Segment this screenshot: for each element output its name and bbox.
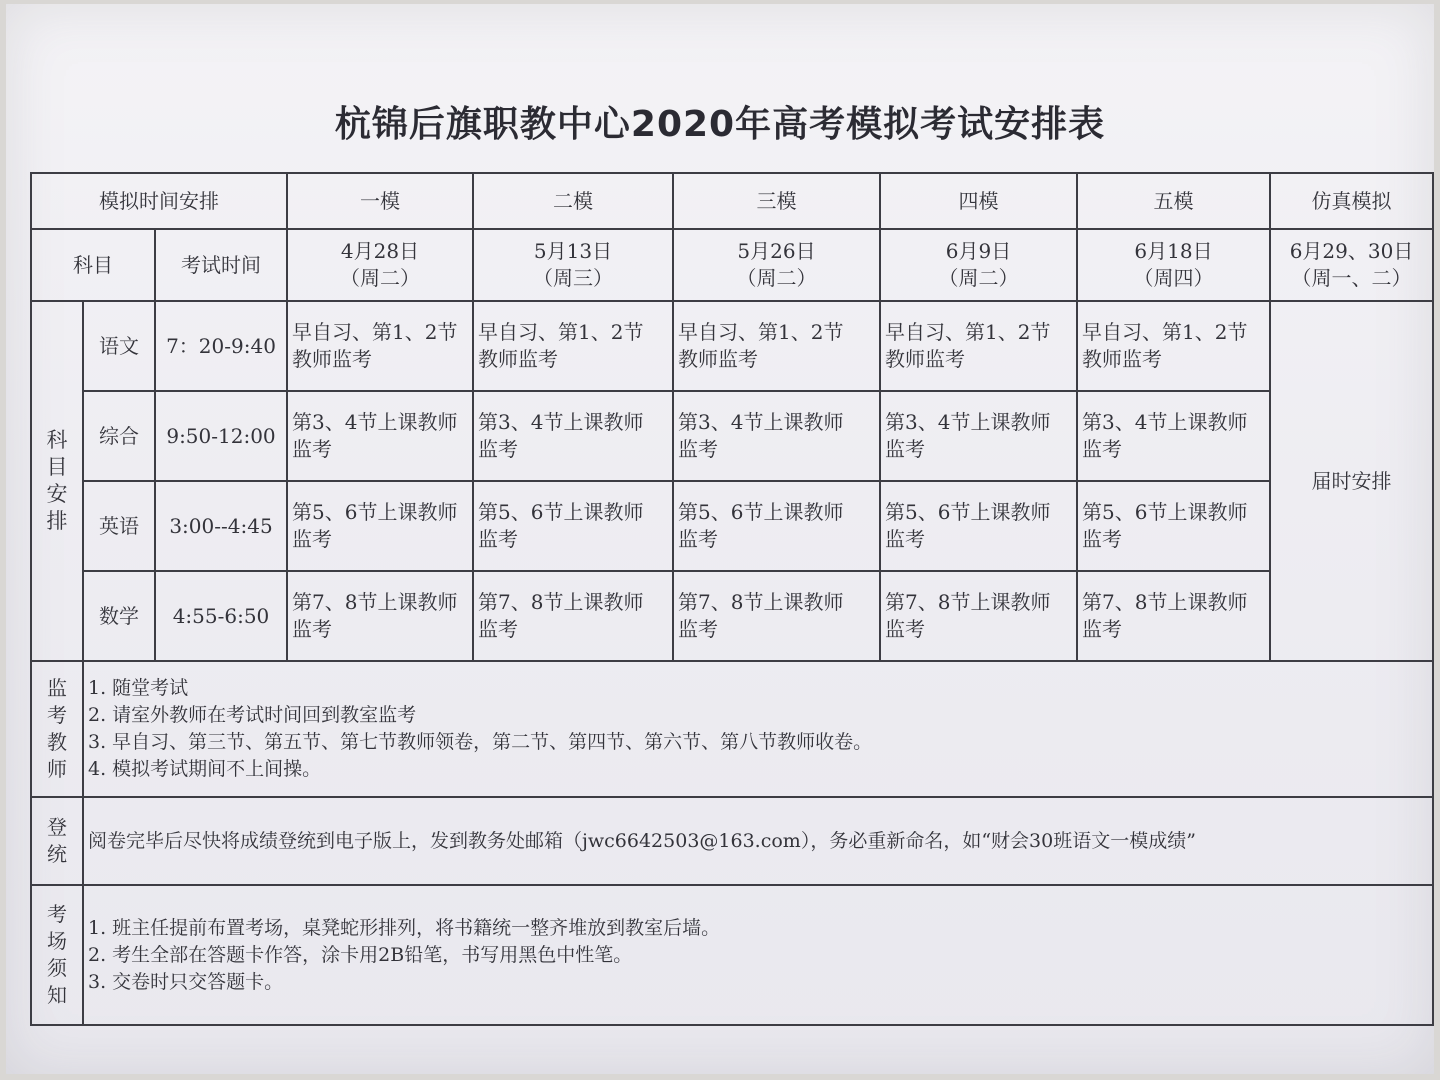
duty-line: 监考: [1082, 527, 1123, 551]
duty-line: 监考: [885, 437, 926, 461]
room-label-char: 考: [47, 902, 67, 926]
room-note-item: 1. 班主任提前布置考场，桌凳蛇形排列，将书籍统一整齐堆放到教室后墙。: [88, 916, 721, 939]
proctor-note-item: 3. 早自习、第三节、第五节、第七节教师领卷，第二节、第四节、第六节、第八节教师收卷。: [88, 731, 873, 753]
date-6: 6月29、30日: [1289, 239, 1414, 263]
date-5: 6月18日: [1134, 239, 1213, 263]
duty-line: 第5、6节上课教师: [478, 500, 644, 524]
proctor-label: [31, 661, 83, 797]
proctor-label-char: 师: [47, 757, 67, 781]
side-label-char: 安: [46, 482, 68, 506]
duty-cell: [673, 571, 880, 661]
duty-cell: [287, 571, 473, 661]
exam-2: 二模: [473, 173, 673, 229]
duty-line: 第3、4节上课教师: [678, 410, 844, 434]
weekday-1: （周二）: [340, 266, 421, 290]
subject-name: 英语: [83, 481, 155, 571]
date-cell-5: [1077, 229, 1270, 301]
duty-line: 第7、8节上课教师: [478, 590, 644, 614]
duty-line: 第7、8节上课教师: [885, 590, 1051, 614]
proctor-note-item: 1. 随堂考试: [88, 677, 189, 699]
duty-line: 早自习、第1、2节: [292, 320, 458, 344]
duty-cell: [287, 301, 473, 391]
duty-line: 监考: [1082, 617, 1123, 641]
duty-cell: [1077, 571, 1270, 661]
duty-line: 监考: [678, 527, 719, 551]
duty-cell: [880, 481, 1077, 571]
duty-line: 监考: [1082, 437, 1123, 461]
duty-line: 第7、8节上课教师: [292, 590, 458, 614]
weekday-6: （周一、二）: [1291, 266, 1412, 290]
duty-line: 监考: [292, 527, 333, 551]
paper-sheet: [6, 4, 1434, 1074]
duty-line: 第3、4节上课教师: [292, 410, 458, 434]
room-note-item: 2. 考生全部在答题卡作答，涂卡用2B铅笔，书写用黑色中性笔。: [88, 943, 633, 966]
subject-arrangement-label: [31, 301, 83, 661]
subject-row-english: [31, 481, 1433, 571]
duty-line: 监考: [478, 617, 519, 641]
duty-line: 监考: [678, 617, 719, 641]
weekday-2: （周三）: [533, 266, 614, 290]
duty-line: 监考: [678, 437, 719, 461]
room-label: [31, 885, 83, 1025]
proctor-label-char: 监: [47, 676, 67, 700]
weekday-4: （周二）: [938, 266, 1019, 290]
duty-cell: [880, 571, 1077, 661]
subject-name: 语文: [83, 301, 155, 391]
duty-line: 早自习、第1、2节: [885, 320, 1051, 344]
register-label: [31, 797, 83, 885]
simulation-note: 届时安排: [1270, 301, 1433, 661]
exam-4: 四模: [880, 173, 1077, 229]
room-label-char: 知: [47, 983, 67, 1007]
duty-cell: [1077, 301, 1270, 391]
date-cell-6: [1270, 229, 1433, 301]
proctor-label-char: 考: [47, 703, 67, 727]
room-section: [31, 885, 1433, 1025]
date-2: 5月13日: [533, 239, 613, 263]
duty-cell: [673, 481, 880, 571]
exam-3: 三模: [673, 173, 880, 229]
date-cell-4: [880, 229, 1077, 301]
exam-1: 一模: [287, 173, 473, 229]
duty-line: 第7、8节上课教师: [1082, 590, 1248, 614]
exam-time: 3:00--4:45: [155, 481, 287, 571]
duty-line: 教师监考: [1082, 347, 1163, 371]
register-label-char: 统: [47, 842, 67, 866]
subject-row-comprehensive: [31, 391, 1433, 481]
duty-line: 第3、4节上课教师: [885, 410, 1051, 434]
duty-line: 第7、8节上课教师: [678, 590, 844, 614]
exam-time: 9:50-12:00: [155, 391, 287, 481]
subject-row-math: [31, 571, 1433, 661]
duty-cell: [880, 391, 1077, 481]
date-1: 4月28日: [340, 239, 420, 263]
register-text: 阅卷完毕后尽快将成绩登统到电子版上，发到教务处邮箱（jwc6642503@163.com），务必重新命名，如“财会30班语文一模成绩”: [83, 797, 1433, 885]
duty-line: 教师监考: [885, 347, 966, 371]
proctor-note-item: 4. 模拟考试期间不上间操。: [88, 758, 322, 780]
duty-line: 第5、6节上课教师: [678, 500, 844, 524]
duty-cell: [1077, 481, 1270, 571]
exam-time: 7：20-9:40: [155, 301, 287, 391]
date-cell-2: [473, 229, 673, 301]
duty-cell: [473, 571, 673, 661]
duty-line: 监考: [885, 527, 926, 551]
subject-row-chinese: [31, 301, 1433, 391]
exam-simulation: 仿真模拟: [1270, 173, 1433, 229]
room-note-item: 3. 交卷时只交答题卡。: [88, 970, 284, 993]
duty-cell: [673, 391, 880, 481]
duty-line: 监考: [885, 617, 926, 641]
duty-line: 监考: [292, 617, 333, 641]
duty-line: 第5、6节上课教师: [885, 500, 1051, 524]
room-notes: [83, 885, 1433, 1025]
duty-line: 教师监考: [292, 347, 373, 371]
side-label-char: 科: [46, 428, 68, 452]
duty-line: 第3、4节上课教师: [478, 410, 644, 434]
exam-5: 五模: [1077, 173, 1270, 229]
header-row-exams: [31, 173, 1433, 229]
duty-cell: [1077, 391, 1270, 481]
room-label-char: 场: [47, 929, 67, 953]
date-cell-3: [673, 229, 880, 301]
duty-cell: [287, 391, 473, 481]
proctor-section: [31, 661, 1433, 797]
duty-line: 教师监考: [678, 347, 759, 371]
date-3: 5月26日: [737, 239, 816, 263]
register-section: [31, 797, 1433, 885]
page-title: 杭锦后旗职教中心2020年高考模拟考试安排表: [334, 104, 1106, 145]
proctor-note-item: 2. 请室外教师在考试时间回到教室监考: [88, 704, 417, 726]
weekday-5: （周四）: [1133, 266, 1214, 290]
side-label-char: 排: [46, 509, 68, 533]
time-header: 考试时间: [155, 229, 287, 301]
subject-header: 科目: [31, 229, 155, 301]
duty-cell: [287, 481, 473, 571]
duty-line: 监考: [292, 437, 333, 461]
date-4: 6月9日: [945, 239, 1012, 263]
duty-line: 第3、4节上课教师: [1082, 410, 1248, 434]
duty-cell: [473, 301, 673, 391]
duty-line: 监考: [478, 437, 519, 461]
duty-line: 第5、6节上课教师: [1082, 500, 1248, 524]
duty-cell: [473, 391, 673, 481]
proctor-notes: [83, 661, 1433, 797]
proctor-label-char: 教: [47, 730, 67, 754]
header-row-dates: [31, 229, 1433, 301]
side-label-char: 目: [46, 455, 68, 479]
weekday-3: （周二）: [736, 266, 817, 290]
duty-line: 早自习、第1、2节: [678, 320, 844, 344]
duty-cell: [673, 301, 880, 391]
register-label-char: 登: [47, 815, 67, 839]
duty-line: 监考: [478, 527, 519, 551]
exam-time: 4:55-6:50: [155, 571, 287, 661]
exam-schedule-table: [30, 172, 1434, 1026]
subject-name: 综合: [83, 391, 155, 481]
duty-line: 早自习、第1、2节: [1082, 320, 1248, 344]
duty-cell: [473, 481, 673, 571]
subject-name: 数学: [83, 571, 155, 661]
schedule-label: 模拟时间安排: [31, 173, 287, 229]
duty-line: 早自习、第1、2节: [478, 320, 644, 344]
duty-line: 第5、6节上课教师: [292, 500, 458, 524]
duty-cell: [880, 301, 1077, 391]
duty-line: 教师监考: [478, 347, 559, 371]
room-label-char: 须: [47, 956, 67, 980]
date-cell-1: [287, 229, 473, 301]
